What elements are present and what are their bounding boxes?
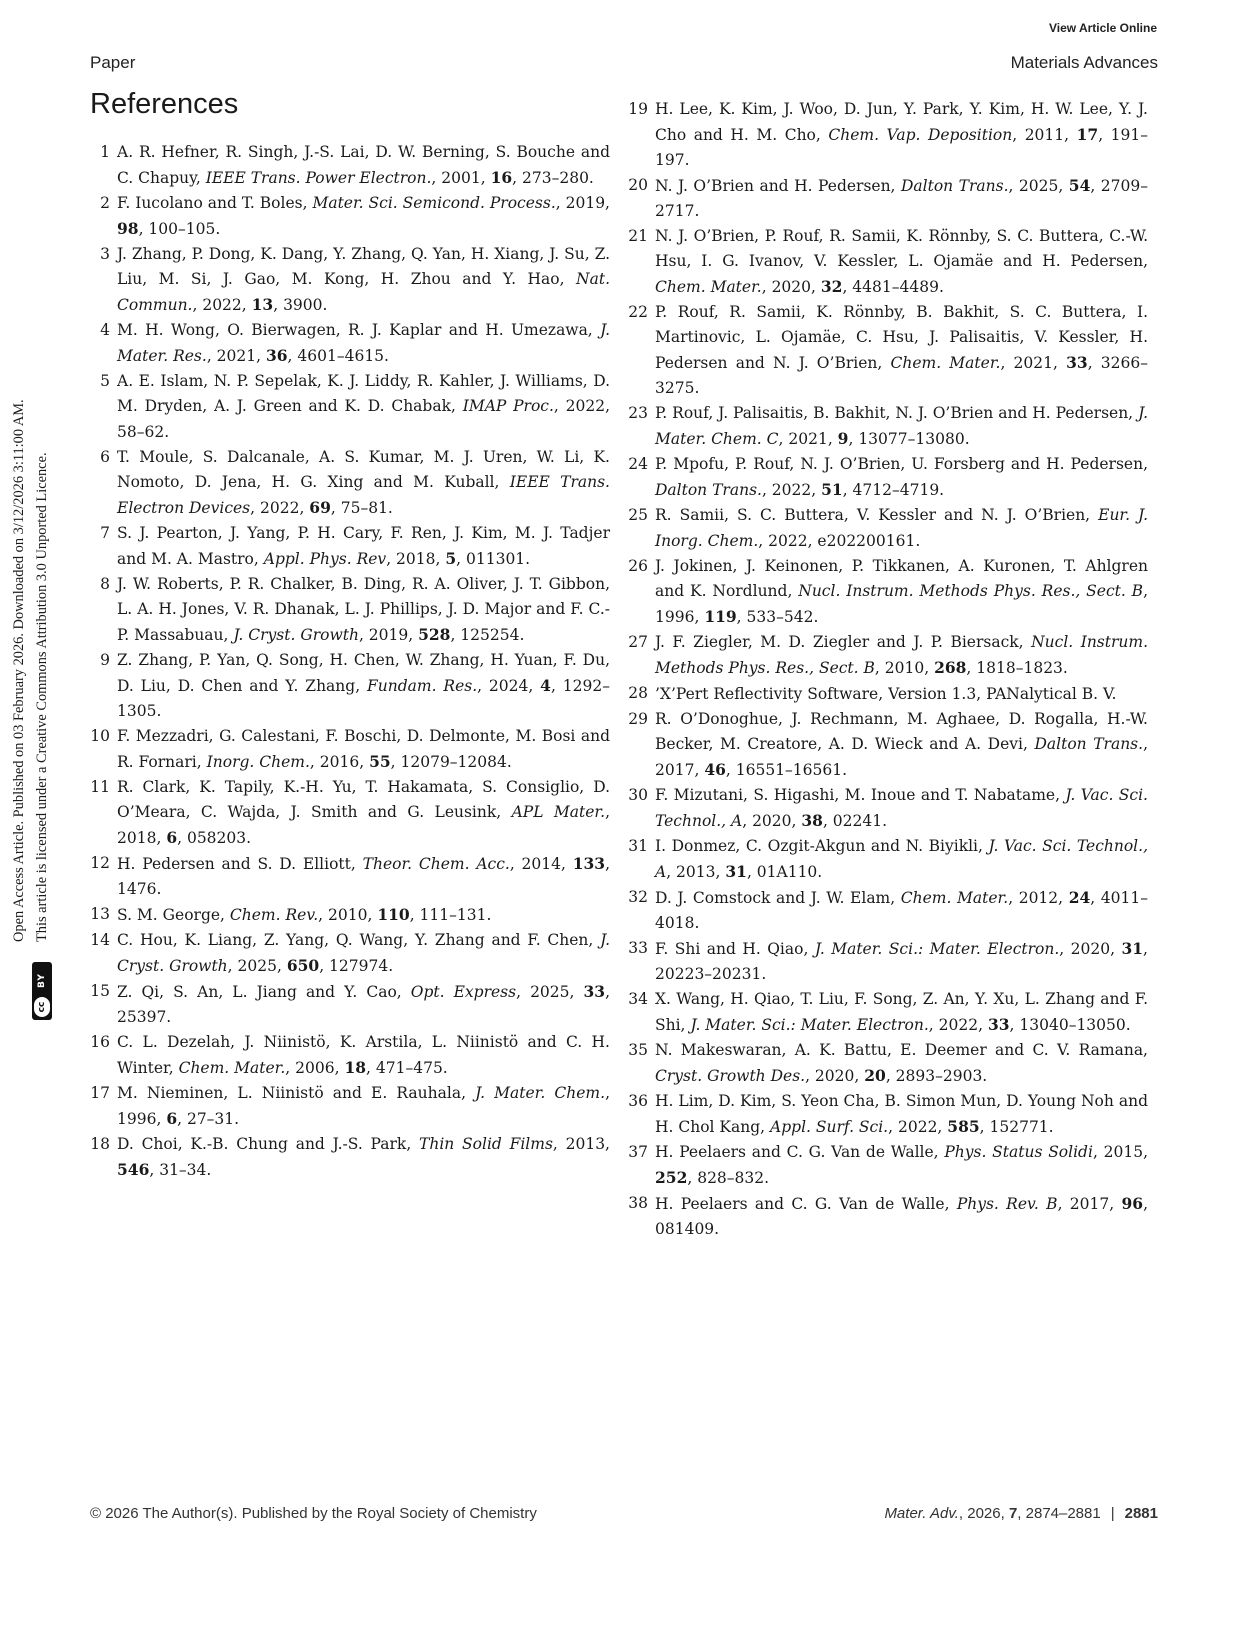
reference-pages: , 13040–13050. (1009, 1016, 1131, 1034)
reference-number: 15 (90, 982, 110, 1000)
reference-authors: J. Zhang, P. Dong, K. Dang, Y. Zhang, Q. Yan, H. Xiang, J. Su, Z. Liu, M. Si, J. Gao, M. Kong, H. Zhou and Y. Hao, (117, 245, 610, 288)
reference-number: 21 (628, 227, 648, 245)
reference-authors: F. Iucolano and T. Boles, (117, 194, 308, 212)
reference-number: 27 (628, 633, 648, 651)
reference-journal[interactable]: J. Mater. Chem. C (655, 404, 1148, 448)
reference-year: , 2020, (761, 278, 821, 296)
reference-authors: H. Lee, K. Kim, J. Woo, D. Jun, Y. Park, Y. Kim, H. W. Lee, Y. J. Cho and H. M. Cho, (655, 100, 1148, 144)
reference-item (628, 173, 1148, 224)
reference-pages: , 4712–4719. (842, 481, 945, 499)
reference-item (90, 851, 610, 902)
reference-number: 5 (100, 372, 110, 390)
reference-number: 37 (628, 1143, 648, 1161)
reference-authors: J. Jokinen, J. Keinonen, P. Tikkanen, A. Kuronen, T. Ahlgren and K. Nordlund, (655, 557, 1148, 600)
cc-by-license-badge[interactable] (32, 962, 52, 1020)
reference-journal[interactable]: Nucl. Instrum. Methods Phys. Res., Sect. B (655, 633, 1148, 677)
reference-number: 11 (90, 778, 110, 796)
reference-item (628, 1140, 1148, 1191)
reference-journal[interactable]: Chem. Mater. (900, 889, 1009, 907)
footer-copyright: © 2026 The Author(s). Published by the Royal Society of Chemistry (90, 1505, 537, 1522)
reference-year: , 2014, (509, 855, 573, 873)
reference-journal[interactable]: APL Mater. (511, 803, 606, 821)
reference-number: 16 (90, 1033, 110, 1051)
reference-authors: H. Lim, D. Kim, S. Yeon Cha, B. Simon Mun, D. Young Noh and H. Chol Kang, (655, 1092, 1148, 1136)
reference-number: 30 (628, 786, 648, 804)
reference-year: , 2006, (285, 1059, 345, 1077)
reference-pages: , 4481–4489. (842, 278, 944, 296)
reference-journal[interactable]: J. Mater. Chem. (475, 1084, 606, 1102)
reference-number: 32 (628, 888, 648, 906)
reference-journal[interactable]: J. Mater. Res. (117, 321, 610, 365)
open-access-notice: Open Access Article. Published on 03 February 2026. Downloaded on 3/12/2026 3:11:00 AM. (11, 399, 27, 942)
reference-number: 23 (628, 404, 648, 422)
reference-journal[interactable]: Dalton Trans. (1034, 735, 1144, 753)
reference-year: , 2017, (655, 735, 1149, 779)
reference-authors: S. J. Pearton, J. Yang, P. H. Cary, F. Ren, J. Kim, M. J. Tadjer and M. A. Mastro, (117, 524, 610, 568)
reference-item (628, 300, 1148, 401)
reference-volume: 69 (309, 498, 331, 517)
reference-year: , 2022, (761, 481, 822, 499)
references-column-right (628, 97, 1148, 1242)
reference-authors: P. Rouf, J. Palisaitis, B. Bakhit, N. J. O’Brien and H. Pedersen, (655, 404, 1134, 422)
reference-year: , 2019, (358, 626, 419, 644)
reference-year: , 2012, (1008, 889, 1069, 907)
reference-year: , 1996, (117, 1084, 610, 1128)
reference-authors: N. J. O’Brien, P. Rouf, R. Samii, K. Rönnby, S. C. Buttera, C.-W. Hsu, I. G. Ivanov, V. Kessler, L. Ojamäe and H. Pedersen, (655, 227, 1148, 270)
reference-authors: T. Moule, S. Dalcanale, A. S. Kumar, M. J. Uren, W. Li, K. Nomoto, D. Jena, H. G. Xing and M. Kuball, (117, 448, 610, 491)
reference-pages: , 02241. (822, 812, 888, 830)
reference-authors: P. Mpofu, P. Rouf, N. J. O’Brien, U. Forsberg and H. Pedersen, (655, 455, 1148, 473)
reference-authors: F. Mezzadri, G. Calestani, F. Boschi, D. Delmonte, M. Bosi and R. Fornari, (117, 727, 610, 771)
reference-item (90, 979, 610, 1030)
reference-pages: , 1476. (117, 855, 611, 898)
reference-number: 17 (90, 1084, 110, 1102)
reference-volume: 6 (166, 1109, 178, 1128)
reference-item (90, 572, 610, 648)
reference-item (628, 885, 1148, 936)
reference-volume: 9 (837, 429, 849, 448)
reference-journal[interactable]: J. Mater. Sci.: Mater. Electron. (814, 940, 1060, 958)
reference-journal[interactable]: J. Vac. Sci. Technol., A (655, 786, 1148, 830)
reference-journal[interactable]: Fundam. Res. (367, 677, 478, 695)
reference-authors: J. F. Ziegler, M. D. Ziegler and J. P. Biersack, (655, 633, 1024, 651)
reference-item (90, 521, 610, 572)
reference-pages: , 4601–4615. (287, 347, 389, 365)
reference-journal[interactable]: J. Mater. Sci.: Mater. Electron. (690, 1016, 929, 1034)
reference-number: 7 (100, 524, 110, 542)
reference-item (628, 503, 1148, 554)
footer-citation (884, 1505, 1158, 1522)
reference-year: , 2013, (666, 863, 726, 881)
reference-number: 34 (628, 990, 648, 1008)
reference-year: , 2015, (1092, 1143, 1148, 1161)
reference-item (628, 452, 1148, 503)
reference-journal[interactable]: Eur. J. Inorg. Chem. (655, 506, 1148, 550)
reference-pages: , 152771. (979, 1118, 1054, 1136)
reference-authors: I. Donmez, C. Ozgit-Akgun and N. Biyikli, (655, 837, 983, 855)
reference-year: , 2021, (778, 430, 838, 448)
reference-authors: D. J. Comstock and J. W. Elam, (655, 889, 896, 907)
reference-item (628, 681, 1148, 707)
reference-pages: , 111–131. (409, 906, 492, 924)
reference-authors: ’X’Pert Reflectivity Software, Version 1.3, PANalytical B. V. (655, 685, 1117, 703)
reference-year: , 2022, e202200161. (758, 532, 921, 550)
reference-year: , 2010, (874, 659, 935, 677)
reference-journal[interactable]: J. Vac. Sci. Technol., A (655, 837, 1148, 881)
reference-year: , 2020, (1059, 940, 1122, 958)
reference-authors: A. E. Islam, N. P. Sepelak, K. J. Liddy, R. Kahler, J. Williams, D. M. Dryden, A. J. Green and K. D. Chabak, (117, 372, 610, 415)
reference-year: , 2018, (117, 803, 610, 847)
reference-volume: 585 (947, 1117, 980, 1136)
reference-pages: , 75–81. (330, 499, 393, 517)
reference-number: 18 (90, 1135, 110, 1153)
reference-authors: C. Hou, K. Liang, Z. Yang, Q. Wang, Y. Zhang and F. Chen, (117, 931, 594, 949)
reference-item (628, 783, 1148, 834)
reference-number: 8 (100, 575, 110, 593)
reference-authors: P. Rouf, R. Samii, K. Rönnby, B. Bakhit, S. C. Buttera, I. Martinovic, L. Ojamäe, C. Hsu, J. Palisaitis, V. Kessler, H. Pedersen and N. J. O’Brien, (655, 303, 1148, 372)
cc-icon: cc (33, 996, 51, 1018)
reference-year: , 2020, (742, 812, 802, 830)
reference-volume: 650 (286, 956, 320, 975)
reference-item (90, 369, 610, 445)
reference-number: 14 (90, 931, 110, 949)
reference-pages: , 127974. (319, 957, 394, 975)
reference-journal[interactable]: Thin Solid Films (419, 1135, 553, 1153)
reference-journal[interactable]: Phys. Status Solidi (944, 1143, 1093, 1161)
reference-item (628, 1191, 1148, 1242)
license-notice[interactable]: This article is licensed under a Creative Commons Attribution 3.0 Unported Licence. (34, 452, 50, 942)
reference-volume: 33 (987, 1015, 1010, 1034)
reference-pages: , 100–105. (138, 220, 221, 238)
reference-pages: , 828–832. (687, 1169, 770, 1187)
reference-volume: 528 (418, 625, 451, 644)
reference-volume: 119 (704, 607, 737, 626)
reference-volume: 5 (445, 549, 457, 568)
reference-number: 33 (628, 939, 648, 957)
reference-authors: J. W. Roberts, P. R. Chalker, B. Ding, R. A. Oliver, J. T. Gibbon, L. A. H. Jones, V. R. Dhanak, L. J. Phillips, J. D. Major and F. C.-P. Massabuau, (117, 575, 610, 644)
reference-journal[interactable]: Chem. Mater. (655, 278, 762, 296)
reference-journal[interactable]: Mater. Sci. Semicond. Process. (312, 194, 556, 212)
reference-number: 28 (628, 684, 648, 702)
reference-journal[interactable]: Inorg. Chem. (206, 753, 310, 771)
footer-separator: | (1110, 1505, 1115, 1522)
reference-authors: N. Makeswaran, A. K. Battu, E. Deemer and C. V. Ramana, (655, 1041, 1148, 1059)
reference-number: 10 (90, 727, 110, 745)
reference-authors: R. O’Donoghue, J. Rechmann, M. Aghaee, D. Rogalla, H.-W. Becker, M. Creatore, A. D. Wieck and A. Devi, (655, 710, 1148, 753)
reference-journal[interactable]: Theor. Chem. Acc. (362, 855, 510, 873)
reference-pages: , 3900. (273, 296, 328, 314)
reference-pages: , 1818–1823. (966, 659, 1068, 677)
reference-pages: , 25397. (117, 983, 611, 1026)
reference-pages: , 16551–16561. (725, 761, 848, 779)
reference-journal[interactable]: Nucl. Instrum. Methods Phys. Res., Sect. B (798, 582, 1144, 600)
reference-year: , 2010, (318, 906, 378, 924)
reference-item (628, 224, 1148, 300)
reference-year: , 2019, (555, 194, 610, 212)
reference-number: 12 (90, 854, 110, 872)
reference-volume: 98 (117, 219, 139, 238)
reference-number: 2 (100, 194, 110, 212)
reference-journal[interactable]: J. Cryst. Growth (233, 626, 359, 644)
reference-journal[interactable]: Appl. Surf. Sci. (770, 1118, 889, 1136)
reference-authors: Z. Qi, S. An, L. Jiang and Y. Cao, (117, 983, 402, 1001)
reference-volume: 4 (540, 676, 551, 695)
reference-volume: 38 (801, 811, 823, 830)
reference-item (90, 1030, 610, 1081)
reference-year: , 2022, (888, 1118, 948, 1136)
reference-pages: , 1292–1305. (117, 677, 610, 720)
footer-range: , 2874–2881 (1017, 1505, 1101, 1522)
reference-item (90, 242, 610, 318)
reference-pages: , 081409. (655, 1195, 1148, 1238)
reference-number: 4 (100, 321, 110, 339)
reference-item (90, 1081, 610, 1132)
reference-journal[interactable]: J. Cryst. Growth (117, 931, 611, 975)
reference-item (90, 648, 610, 724)
reference-journal[interactable]: Opt. Express (410, 983, 517, 1001)
reference-journal[interactable]: IMAP Proc. (462, 397, 554, 415)
footer-journal: Mater. Adv. (884, 1505, 959, 1522)
reference-item (90, 775, 610, 851)
open-access-sidebar (8, 300, 60, 1020)
footer-volume: 7 (1008, 1505, 1018, 1522)
reference-volume: 36 (265, 346, 288, 365)
reference-pages: , 01A110. (746, 863, 823, 881)
reference-number: 20 (628, 176, 648, 194)
reference-year: , 2025, (227, 957, 287, 975)
reference-item (90, 140, 610, 191)
reference-authors: H. Peelaers and C. G. Van de Walle, (655, 1195, 950, 1213)
reference-authors: R. Samii, S. C. Buttera, V. Kessler and N. J. O’Brien, (655, 506, 1091, 524)
footer-year: , 2026, (958, 1505, 1009, 1522)
reference-volume: 55 (369, 752, 391, 771)
reference-item (628, 97, 1148, 173)
reference-authors: N. J. O’Brien and H. Pedersen, (655, 177, 896, 195)
header-journal-name: Materials Advances (1010, 53, 1158, 72)
reference-year: , 2022, (192, 296, 252, 314)
reference-volume: 96 (1121, 1194, 1144, 1213)
reference-journal[interactable]: Phys. Rev. B (956, 1195, 1058, 1213)
reference-journal[interactable]: Nat. Commun. (117, 270, 610, 314)
reference-pages: , 533–542. (736, 608, 819, 626)
reference-number: 29 (628, 710, 648, 728)
reference-item (628, 630, 1148, 681)
reference-journal[interactable]: IEEE Trans. Electron Devices (117, 473, 610, 517)
reference-volume: 6 (166, 828, 178, 847)
reference-year: , 2022, 58–62. (117, 397, 610, 441)
reference-item (90, 724, 610, 775)
reference-pages: , 20223–20231. (655, 940, 1148, 983)
reference-number: 22 (628, 303, 648, 321)
reference-item (628, 987, 1148, 1038)
reference-pages: , 4011–4018. (655, 889, 1148, 932)
reference-number: 19 (628, 100, 648, 118)
by-icon: BY (37, 973, 47, 988)
reference-number: 9 (100, 651, 110, 669)
reference-item (90, 928, 610, 979)
reference-year: , 2024, (477, 677, 541, 695)
reference-authors: A. R. Hefner, R. Singh, J.-S. Lai, D. W. Berning, S. Bouche and C. Chapuy, (117, 143, 610, 187)
reference-pages: , 273–280. (512, 169, 594, 187)
reference-volume: 17 (1076, 125, 1099, 144)
reference-number: 38 (628, 1194, 648, 1212)
header-section-label: Paper (90, 53, 136, 72)
reference-journal[interactable]: Chem. Mater. (178, 1059, 286, 1077)
reference-journal[interactable]: Chem. Rev. (229, 906, 319, 924)
reference-volume: 54 (1068, 176, 1091, 195)
reference-number: 25 (628, 506, 648, 524)
reference-number: 36 (628, 1092, 648, 1110)
reference-number: 31 (628, 837, 648, 855)
references-column-left (90, 140, 610, 1183)
reference-authors: S. M. George, (117, 906, 225, 924)
reference-item (628, 1089, 1148, 1140)
reference-journal[interactable]: IEEE Trans. Power Electron. (205, 169, 432, 187)
reference-item (628, 554, 1148, 630)
reference-number: 35 (628, 1041, 648, 1059)
references-heading: References (90, 88, 239, 120)
reference-volume: 268 (934, 658, 967, 677)
reference-authors: Z. Zhang, P. Yan, Q. Song, H. Chen, W. Zhang, H. Yuan, F. Du, D. Liu, D. Chen and Y. Zhang, (117, 651, 610, 695)
reference-volume: 33 (1066, 353, 1088, 372)
reference-pages: , 125254. (450, 626, 525, 644)
reference-year: , 2017, (1057, 1195, 1122, 1213)
reference-pages: , 2709–2717. (655, 177, 1148, 220)
reference-journal[interactable]: Dalton Trans. (655, 481, 762, 499)
reference-item (90, 318, 610, 369)
reference-item (628, 707, 1148, 783)
reference-pages: , 13077–13080. (848, 430, 970, 448)
reference-number: 13 (90, 905, 110, 923)
reference-journal[interactable]: Appl. Phys. Rev (263, 550, 387, 568)
reference-authors: D. Choi, K.-B. Chung and J.-S. Park, (117, 1135, 412, 1153)
reference-volume: 31 (1121, 939, 1144, 958)
reference-volume: 20 (864, 1066, 886, 1085)
reference-number: 1 (100, 143, 110, 161)
reference-pages: , 011301. (456, 550, 531, 568)
reference-year: , 2025, (516, 983, 584, 1001)
reference-number: 6 (100, 448, 110, 466)
reference-volume: 13 (251, 295, 274, 314)
reference-pages: , 2893–2903. (885, 1067, 988, 1085)
reference-pages: , 31–34. (149, 1161, 212, 1179)
reference-authors: M. H. Wong, O. Bierwagen, R. J. Kaplar and H. Umezawa, (117, 321, 593, 339)
reference-volume: 46 (704, 760, 726, 779)
reference-year: , 2016, (309, 753, 370, 771)
reference-pages: , 12079–12084. (390, 753, 512, 771)
reference-volume: 24 (1068, 888, 1091, 907)
reference-item (628, 834, 1148, 885)
reference-item (90, 191, 610, 242)
reference-item (90, 1132, 610, 1183)
reference-pages: , 3266–3275. (655, 354, 1148, 397)
reference-journal[interactable]: Chem. Mater. (890, 354, 1001, 372)
view-article-online-link[interactable]: View Article Online (1048, 21, 1157, 35)
reference-authors: F. Shi and H. Qiao, (655, 940, 809, 958)
reference-journal[interactable]: Dalton Trans. (900, 177, 1009, 195)
reference-volume: 110 (377, 905, 410, 924)
reference-year: , 2011, (1012, 126, 1077, 144)
reference-volume: 18 (344, 1058, 367, 1077)
reference-number: 26 (628, 557, 648, 575)
reference-authors: H. Pedersen and S. D. Elliott, (117, 855, 356, 873)
reference-year: , 2022, (928, 1016, 988, 1034)
reference-item (90, 902, 610, 928)
reference-pages: , 27–31. (177, 1110, 240, 1128)
reference-year: , 2021, (206, 347, 266, 365)
reference-volume: 51 (821, 480, 843, 499)
reference-pages: , 191–197. (655, 126, 1149, 169)
reference-number: 3 (100, 245, 110, 263)
reference-item (90, 445, 610, 521)
reference-item (628, 936, 1148, 987)
reference-volume: 133 (572, 854, 606, 873)
reference-item (628, 401, 1148, 452)
reference-volume: 546 (117, 1160, 150, 1179)
reference-year: , 2022, (250, 499, 310, 517)
reference-journal[interactable]: Chem. Vap. Deposition (828, 126, 1013, 144)
page-number: 2881 (1124, 1505, 1158, 1522)
reference-volume: 33 (583, 982, 606, 1001)
reference-year: , 2013, (552, 1135, 610, 1153)
reference-authors: R. Clark, K. Tapily, K.-H. Yu, T. Hakamata, S. Consiglio, D. O’Meara, C. Wajda, J. Smith and G. Leusink, (117, 778, 610, 821)
reference-year: , 1996, (655, 582, 1148, 626)
reference-volume: 31 (725, 862, 747, 881)
reference-year: , 2021, (1000, 354, 1067, 372)
reference-volume: 32 (820, 277, 843, 296)
reference-authors: X. Wang, H. Qiao, T. Liu, F. Song, Z. An, Y. Xu, L. Zhang and F. Shi, (655, 990, 1148, 1034)
reference-authors: M. Nieminen, L. Niinistö and E. Rauhala, (117, 1084, 466, 1102)
reference-volume: 16 (490, 168, 513, 187)
reference-year: , 2018, (386, 550, 446, 568)
reference-number: 24 (628, 455, 648, 473)
reference-authors: C. L. Dezelah, J. Niinistö, K. Arstila, L. Niinistö and C. H. Winter, (117, 1033, 610, 1077)
reference-year: , 2001, (431, 169, 491, 187)
reference-year: , 2025, (1008, 177, 1069, 195)
reference-authors: F. Mizutani, S. Higashi, M. Inoue and T. Nabatame, (655, 786, 1061, 804)
reference-authors: H. Peelaers and C. G. Van de Walle, (655, 1143, 939, 1161)
reference-item (628, 1038, 1148, 1089)
reference-pages: , 471–475. (366, 1059, 448, 1077)
reference-volume: 252 (655, 1168, 688, 1187)
reference-pages: , 058203. (177, 829, 252, 847)
reference-journal[interactable]: Cryst. Growth Des. (655, 1067, 806, 1085)
reference-year: , 2020, (805, 1067, 865, 1085)
